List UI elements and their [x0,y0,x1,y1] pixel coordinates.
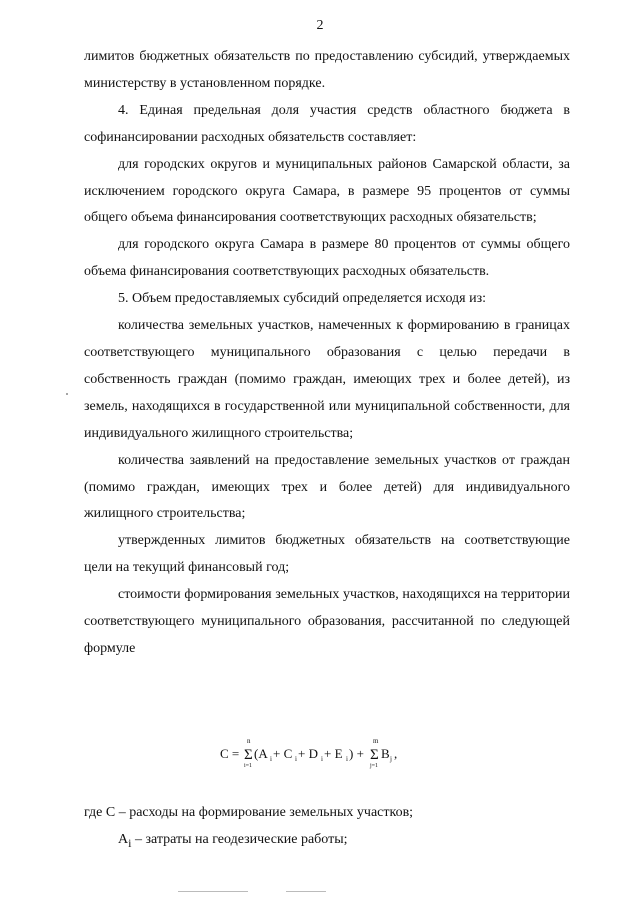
formula-c: + C [273,746,293,761]
sum2-lower: j=1 [370,763,379,769]
definition-symbol: A [118,831,129,847]
sum1-upper: n [247,737,251,745]
definition-symbol-sub: i [128,835,132,850]
page-number: 2 [316,18,324,33]
formula-e: + E [324,746,343,761]
formula-d: + D [298,746,318,761]
paragraph: количества земельных участков, намеченных к формированию в границах соответствующего муниципального образования с целью передачи в собственность граждан (помимо граждан, имеющих трех и более детей), из земель, находящихся в государственной или муниципальной собственности, для индивидуального жилищного строительства; [84,318,570,441]
paragraph: стоимости формирования земельных участков, находящихся на территории соответствующего муниципального образования, рассчитанной по следующей формуле [84,587,570,656]
formula-b: B [381,746,390,761]
formula-lhs: C = [220,746,240,761]
formula-d-sub: i [321,755,323,763]
formula-c-sub: i [295,755,297,763]
definition-a [84,827,570,857]
paragraph: 5. Объем предоставляемых субсидий определяется исходя из: [118,291,487,307]
sum2-upper: m [373,737,379,745]
paragraph: 4. Единая предельная доля участия средств областного бюджета в софинансировании расходных обязательств составляет: [84,102,570,145]
paragraph: утвержденных лимитов бюджетных обязательств на соответствующие цели на текущий финансовый год; [84,533,570,576]
cost-formula [0,734,640,778]
formula-e-sub: i [346,755,348,763]
definitions [84,800,570,857]
formula-a-sub: i [270,755,272,763]
document-body [84,44,570,663]
sum1-lower: i=1 [244,763,253,769]
definition-text: – затраты на геодезические работы; [131,831,348,847]
paragraph: для городских округов и муниципальных районов Самарской области, за исключением городского округа Самара, в размере 95 процентов от суммы общего объема финансирования соответствующих расходных обязательств; [84,156,570,226]
formula-close: ) + [349,746,364,761]
paragraph: количества заявлений на предоставление земельных участков от граждан (помимо граждан, имеющих трех и более детей) для индивидуального жилищного строительства; [84,452,570,522]
paragraph: для городского округа Самара в размере 80 процентов от суммы общего объема финансирования соответствующих расходных обязательств. [84,237,570,280]
formula-graphic [220,734,420,774]
formula-end: , [394,746,398,761]
scan-speck [286,891,326,892]
sum2-sign: Σ [370,747,379,763]
scan-speck [66,393,68,395]
definition-c: где C – расходы на формирование земельных участков; [84,805,414,820]
sum1-sign: Σ [244,747,253,763]
formula-b-sub: j [390,755,392,763]
formula-a: (A [254,746,268,761]
scan-speck [178,891,248,892]
paragraph: лимитов бюджетных обязательств по предоставлению субсидий, утверждаемых министерству в установленном порядке. [84,49,570,91]
